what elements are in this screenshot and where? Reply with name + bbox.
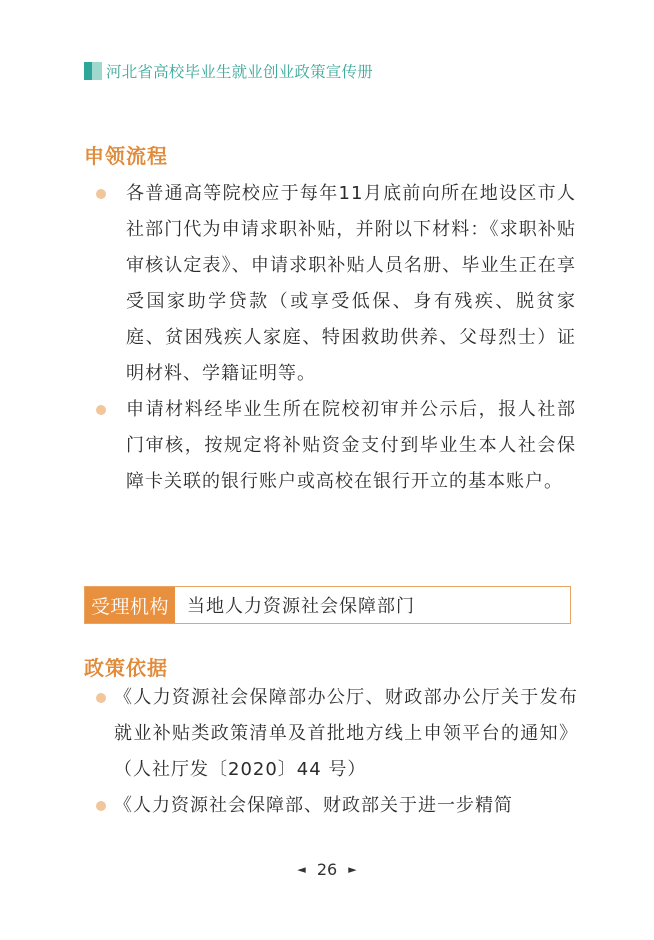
page-footer xyxy=(0,860,654,879)
list-item xyxy=(96,176,576,392)
bullet-dot-icon xyxy=(96,189,106,199)
section-title-application-process: 申领流程 xyxy=(84,144,168,168)
bullet-dot-icon xyxy=(96,801,106,811)
agency-label: 受理机构 xyxy=(85,587,175,623)
agency-value: 当地人力资源社会保障部门 xyxy=(187,596,415,617)
list-item-text: 各普通高等院校应于每年11月底前向所在地设区市人社部门代为申请求职补贴，并附以下材料：《求职补贴审核认定表》、申请求职补贴人员名册、毕业生正在享受国家助学贷款（或享受低保、身有残疾、脱贫家庭、贫困残疾人家庭、特困救助供养、父母烈士）证明材料、学籍证明等。 xyxy=(126,183,576,384)
application-process-list xyxy=(96,176,576,500)
agency-box xyxy=(84,586,571,624)
list-item-text: 《人力资源社会保障部、财政部关于进一步精简 xyxy=(114,795,513,816)
section-title-policy-basis: 政策依据 xyxy=(84,656,168,680)
policy-basis-list xyxy=(96,680,578,824)
book-icon xyxy=(84,62,102,80)
left-triangle-icon: ◄ xyxy=(297,863,306,876)
bullet-dot-icon xyxy=(96,693,106,703)
list-item xyxy=(96,392,576,500)
booklet-title: 河北省高校毕业生就业创业政策宣传册 xyxy=(106,63,373,81)
list-item-text: 《人力资源社会保障部办公厅、财政部办公厅关于发布就业补贴类政策清单及首批地方线上申领平台的通知》（人社厅发〔2020〕44 号） xyxy=(114,687,578,780)
bullet-dot-icon xyxy=(96,405,106,415)
right-triangle-icon: ► xyxy=(348,863,357,876)
list-item xyxy=(96,680,578,788)
page-number: 26 xyxy=(316,860,338,879)
list-item-text: 申请材料经毕业生所在院校初审并公示后，报人社部门审核，按规定将补贴资金支付到毕业生本人社会保障卡关联的银行账户或高校在银行开立的基本账户。 xyxy=(126,399,576,492)
list-item xyxy=(96,788,578,824)
page-header xyxy=(84,60,373,82)
